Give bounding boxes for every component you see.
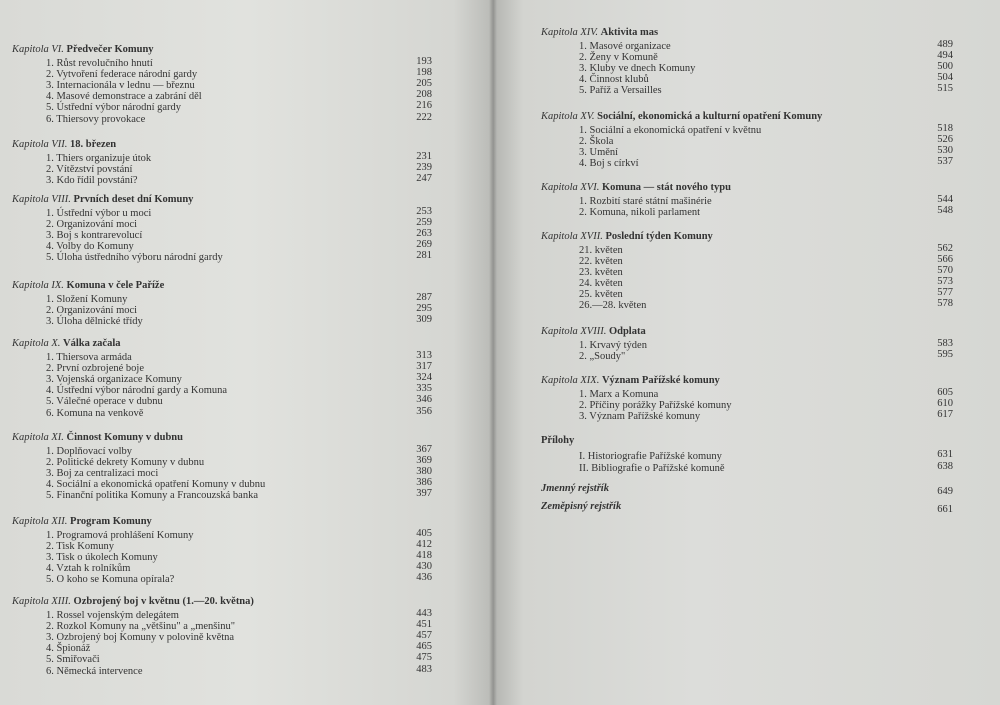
toc-entry: 2. Vítězství povstání [46, 164, 133, 176]
page-number: 418 [416, 550, 432, 562]
chapter-title: Aktivita mas [600, 27, 659, 38]
page-number: 313 [416, 350, 432, 361]
page-number: 631 [937, 449, 953, 460]
toc-entry: 4. Špionáž [46, 643, 91, 655]
left-page [0, 0, 493, 705]
chapter-prefix: Kapitola XIX. [541, 375, 602, 386]
toc-entry: 4. Vztah k rolníkům [46, 563, 131, 575]
page-number: 287 [416, 292, 432, 303]
page-number: 583 [937, 338, 953, 349]
toc-entry: 1. Ústřední výbor u moci [46, 208, 152, 219]
page-number: 526 [937, 133, 953, 145]
chapter-title: Poslední týden Komuny [605, 231, 713, 242]
toc-entry: 2. První ozbrojené boje [46, 363, 144, 375]
page-number: 397 [416, 488, 432, 500]
page-number: 281 [416, 250, 432, 262]
page-number: 638 [937, 460, 953, 472]
page-number: 247 [416, 173, 432, 185]
toc-entry: 6. Thiersovy provokace [46, 113, 146, 125]
toc-entry: 2. Komuna, nikoli parlament [579, 206, 701, 218]
chapter-heading [12, 44, 154, 55]
chapter-prefix: Kapitola XVII. [541, 231, 606, 242]
page-number: 436 [416, 572, 432, 584]
page-number: 208 [416, 89, 432, 101]
toc-entry: 1. Doplňovací volby [46, 446, 133, 457]
page-number: 380 [416, 466, 432, 478]
toc-entry: 4. Sociální a ekonomická opatření Komuny v dubnu [46, 479, 266, 491]
page-number: 578 [937, 297, 953, 309]
chapter-prefix: Kapitola XVIII. [541, 326, 609, 337]
chapter-heading [12, 432, 183, 443]
chapter-prefix: Kapitola XV. [541, 111, 598, 122]
toc-entry: 3. Kluby ve dnech Komuny [579, 62, 696, 74]
page-number: 661 [937, 504, 953, 515]
chapter-heading [12, 338, 121, 349]
page-number: 386 [416, 477, 432, 489]
page-number: 548 [937, 204, 953, 216]
toc-entry: 2. Příčiny porážky Pařížské komuny [579, 399, 732, 411]
page-number: 457 [416, 630, 432, 642]
chapter-heading [541, 27, 658, 38]
toc-entry: 1. Thiers organizuje útok [46, 153, 152, 164]
toc-entry: 3. Úloha dělnické třídy [46, 316, 143, 328]
chapter-title: Odplata [608, 326, 646, 337]
page-number: 566 [937, 253, 953, 265]
page-number: 515 [937, 82, 953, 94]
page-number: 451 [416, 619, 432, 631]
chapter-heading [541, 231, 713, 242]
page-number: 369 [416, 455, 432, 467]
chapter-prefix: Kapitola XIV. [541, 27, 601, 38]
toc-entry: 6. Komuna na venkově [46, 407, 144, 419]
page-number: 295 [416, 303, 432, 315]
chapter-title: Činnost Komuny v dubnu [66, 432, 183, 443]
book-gutter [489, 0, 497, 705]
chapter-heading [12, 194, 193, 205]
page-number: 577 [937, 286, 953, 298]
page-number: 222 [416, 111, 432, 123]
page-number: 198 [416, 67, 432, 79]
toc-entry: 4. Volby do Komuny [46, 241, 134, 253]
toc-entry: 3. Boj s kontrarevolucí [46, 230, 143, 242]
toc-entry: 1. Rossel vojenským delegátem [46, 610, 179, 621]
toc-entry: 2. Vytvoření federace národní gardy [46, 69, 198, 81]
chapter-heading [541, 375, 720, 386]
page-number: 518 [937, 123, 953, 134]
toc-entry: 2. Organizování moci [46, 305, 138, 317]
toc-entry: 23. květen [579, 266, 623, 278]
chapter-title: Prvních deset dní Komuny [73, 194, 194, 205]
prilohy-title: Přílohy [541, 435, 575, 446]
page-number: 617 [937, 408, 953, 420]
index-names: Jmenný rejstřík [541, 483, 609, 494]
page-number: 544 [937, 194, 953, 205]
toc-entry: 1. Složení Komuny [46, 294, 128, 305]
page-number: 367 [416, 444, 432, 455]
toc-entry: 2. Škola [579, 135, 614, 147]
toc-entry: 26.—28. květen [579, 299, 647, 311]
chapter-heading [12, 139, 116, 150]
page-number: 570 [937, 264, 953, 276]
toc-entry: 3. Význam Pařížské komuny [579, 410, 701, 422]
page-number: 216 [416, 100, 432, 112]
chapter-prefix: Kapitola XVI. [541, 182, 602, 193]
page-number: 263 [416, 228, 432, 240]
toc-entry: 1. Marx a Komuna [579, 389, 659, 400]
chapter-title: Ozbrojený boj v květnu (1.—20. května) [73, 596, 254, 607]
page-number: 649 [937, 486, 953, 497]
toc-entry: 5. Paříž a Versailles [579, 84, 662, 96]
page-number: 324 [416, 372, 432, 384]
toc-entry: 3. Umění [579, 146, 619, 158]
toc-entry: 2. Tisk Komuny [46, 541, 114, 553]
page-number: 253 [416, 206, 432, 217]
page-number: 475 [416, 652, 432, 664]
chapter-prefix: Kapitola VI. [12, 44, 67, 55]
page-number: 562 [937, 243, 953, 254]
toc-entry: 3. Tisk o úkolech Komuny [46, 552, 158, 564]
toc-entry: 5. Smiřovači [46, 654, 100, 666]
toc-entry: 4. Masové demonstrace a zabrání děl [46, 91, 202, 103]
toc-entry: 3. Boj za centralizaci moci [46, 468, 159, 480]
chapter-title: Komuna — stát nového typu [601, 182, 731, 193]
page-number: 595 [937, 348, 953, 360]
toc-entry: 2. Politické dekrety Komuny v dubnu [46, 457, 205, 469]
page-number: 412 [416, 539, 432, 551]
right-page [493, 0, 1000, 705]
page-number: 335 [416, 383, 432, 395]
chapter-prefix: Kapitola XI. [12, 432, 67, 443]
toc-entry: 21. květen [579, 245, 623, 256]
toc-entry: 1. Sociální a ekonomická opatření v květnu [579, 125, 762, 136]
page-number: 483 [416, 663, 432, 675]
page-number: 573 [937, 275, 953, 287]
toc-entry: 25. květen [579, 288, 623, 300]
chapter-prefix: Kapitola VII. [12, 139, 71, 150]
chapter-prefix: Kapitola IX. [12, 280, 67, 291]
chapter-title: Předvečer Komuny [66, 44, 154, 55]
page-number: 610 [937, 397, 953, 409]
toc-entry: 1. Masové organizace [579, 41, 671, 52]
page-number: 356 [416, 405, 432, 417]
page-number: 530 [937, 144, 953, 156]
chapter-title: 18. březen [70, 139, 117, 150]
page-number: 193 [416, 56, 432, 67]
toc-entry: 3. Internacionála v lednu — březnu [46, 80, 195, 92]
toc-entry: 5. Válečné operace v dubnu [46, 396, 163, 408]
toc-entry: 5. Úloha ústředního výboru národní gardy [46, 252, 223, 264]
page-number: 500 [937, 60, 953, 72]
page-number: 317 [416, 361, 432, 373]
page-number: 443 [416, 608, 432, 619]
toc-entry: 4. Činnost klubů [579, 73, 649, 85]
toc-entry: 3. Ozbrojený boj Komuny v polovině května [46, 632, 235, 644]
toc-entry: 3. Kdo řídil povstání? [46, 175, 138, 187]
chapter-heading [12, 516, 152, 527]
chapter-title: Význam Pařížské komuny [601, 375, 720, 386]
page-number: 269 [416, 239, 432, 251]
toc-entry: 1. Krvavý týden [579, 340, 647, 351]
toc-entry: 5. Finanční politika Komuny a Francouzská banka [46, 490, 258, 502]
page-number: 346 [416, 394, 432, 406]
chapter-heading [12, 596, 254, 607]
toc-entry: 4. Ústřední výbor národní gardy a Komuna [46, 385, 228, 397]
page-number: 309 [416, 314, 432, 326]
toc-entry: 1. Rozbití staré státní mašinérie [579, 196, 712, 207]
page-number: 405 [416, 528, 432, 539]
page-number: 494 [937, 49, 953, 61]
page-number: 537 [937, 155, 953, 167]
chapter-prefix: Kapitola X. [12, 338, 64, 349]
chapter-title: Program Komuny [70, 516, 152, 527]
toc-entry: 22. květen [579, 255, 623, 267]
page-number: 239 [416, 162, 432, 174]
toc-entry: 5. O koho se Komuna opírala? [46, 574, 175, 586]
toc-entry: 2. Organizování moci [46, 219, 138, 231]
page-number: 465 [416, 641, 432, 653]
toc-entry: 2. Rozkol Komuny na „většinu" a „menšinu" [46, 621, 236, 633]
chapter-title: Válka začala [63, 338, 121, 349]
page-number: 605 [937, 387, 953, 398]
chapter-heading [541, 182, 731, 193]
chapter-heading [541, 326, 646, 337]
appendix-entry: I. Historiografie Pařížské komuny [579, 451, 722, 462]
page-number: 504 [937, 71, 953, 83]
toc-entry: 5. Ústřední výbor národní gardy [46, 102, 182, 114]
chapter-heading [12, 280, 164, 291]
toc-entry: 3. Vojenská organizace Komuny [46, 374, 182, 386]
toc-entry: 24. květen [579, 277, 623, 289]
chapter-title: Komuna v čele Paříže [66, 280, 165, 291]
appendix-entry: II. Bibliografie o Pařížské komuně [579, 462, 725, 474]
toc-entry: 2. Ženy v Komuně [579, 51, 658, 63]
page-number: 205 [416, 78, 432, 90]
chapter-heading [541, 111, 822, 122]
toc-entry: 2. „Soudy" [579, 350, 626, 362]
page-number: 259 [416, 217, 432, 229]
chapter-title: Sociální, ekonomická a kulturní opatření Komuny [597, 111, 823, 122]
page-number: 231 [416, 151, 432, 162]
index-places: Zeměpisný rejstřík [541, 501, 622, 512]
toc-entry: 1. Růst revolučního hnutí [46, 58, 153, 69]
toc-entry: 1. Programová prohlášení Komuny [46, 530, 194, 541]
chapter-prefix: Kapitola XIII. [12, 596, 74, 607]
chapter-prefix: Kapitola VIII. [12, 194, 74, 205]
chapter-prefix: Kapitola XII. [12, 516, 71, 527]
toc-entry: 6. Německá intervence [46, 665, 143, 677]
page-number: 430 [416, 561, 432, 573]
toc-entry: 4. Boj s církví [579, 157, 639, 169]
toc-entry: 1. Thiersova armáda [46, 352, 132, 363]
page-number: 489 [937, 39, 953, 50]
